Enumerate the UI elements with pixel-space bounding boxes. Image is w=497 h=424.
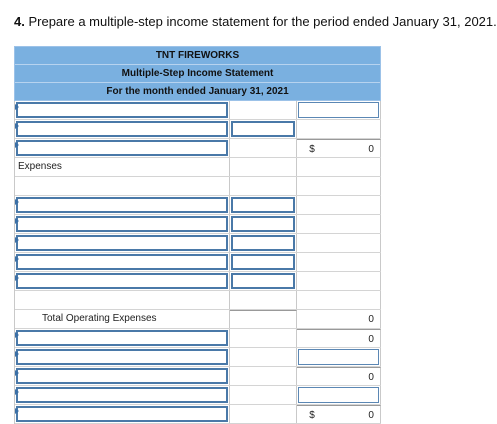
account-select-4[interactable] bbox=[16, 197, 228, 213]
question-number: 4. bbox=[14, 14, 25, 29]
currency-symbol: $ bbox=[309, 410, 315, 421]
account-select-2[interactable] bbox=[16, 121, 228, 137]
dropdown-marker-icon bbox=[15, 408, 19, 414]
dropdown-marker-icon bbox=[15, 142, 19, 148]
table-row bbox=[15, 158, 381, 177]
table-row bbox=[15, 310, 381, 329]
question-text: Prepare a multiple-step income statement for the period ended January 31, 2021. bbox=[28, 14, 497, 29]
amount-input-1[interactable] bbox=[298, 102, 379, 118]
currency-symbol: $ bbox=[309, 144, 315, 155]
table-row bbox=[15, 348, 381, 367]
company-name: TNT FIREWORKS bbox=[15, 47, 380, 65]
amount-input-10[interactable] bbox=[298, 349, 379, 365]
table-row bbox=[15, 329, 381, 348]
table-row bbox=[15, 196, 381, 215]
account-select-9[interactable] bbox=[16, 330, 228, 346]
table-row bbox=[15, 386, 381, 405]
account-select-3[interactable] bbox=[16, 140, 228, 156]
table-row bbox=[15, 367, 381, 386]
table-row bbox=[15, 215, 381, 234]
account-select-11[interactable] bbox=[16, 368, 228, 384]
income-statement-worksheet bbox=[14, 46, 381, 424]
dropdown-marker-icon bbox=[15, 351, 19, 357]
amount-input-6[interactable] bbox=[231, 235, 295, 251]
statement-period: For the month ended January 31, 2021 bbox=[106, 86, 289, 97]
amount-input-2[interactable] bbox=[231, 121, 295, 137]
dropdown-marker-icon bbox=[15, 123, 19, 129]
statement-grid bbox=[14, 101, 381, 424]
dropdown-marker-icon bbox=[15, 218, 19, 224]
amount-input-12[interactable] bbox=[298, 387, 379, 403]
computed-value: 0 bbox=[368, 314, 374, 325]
amount-input-5[interactable] bbox=[231, 216, 295, 232]
table-row bbox=[15, 120, 381, 139]
account-select-12[interactable] bbox=[16, 387, 228, 403]
account-select-10[interactable] bbox=[16, 349, 228, 365]
account-select-1[interactable] bbox=[16, 102, 228, 118]
account-select-6[interactable] bbox=[16, 235, 228, 251]
table-row bbox=[15, 139, 381, 158]
amount-input-4[interactable] bbox=[231, 197, 295, 213]
computed-value: 0 bbox=[368, 334, 374, 345]
table-row bbox=[15, 177, 381, 196]
dropdown-marker-icon bbox=[15, 104, 19, 110]
dropdown-marker-icon bbox=[15, 275, 19, 281]
question-prompt bbox=[14, 14, 497, 29]
dropdown-marker-icon bbox=[15, 256, 19, 262]
account-select-5[interactable] bbox=[16, 216, 228, 232]
account-select-13[interactable] bbox=[16, 406, 228, 422]
section-label-expenses: Expenses bbox=[18, 161, 62, 172]
table-row bbox=[15, 101, 381, 120]
table-row bbox=[15, 291, 381, 310]
account-select-7[interactable] bbox=[16, 254, 228, 270]
statement-title: Multiple-Step Income Statement bbox=[15, 65, 380, 83]
dropdown-marker-icon bbox=[15, 237, 19, 243]
dropdown-marker-icon bbox=[15, 332, 19, 338]
amount-input-7[interactable] bbox=[231, 254, 295, 270]
table-row bbox=[15, 253, 381, 272]
computed-value: 0 bbox=[368, 372, 374, 383]
amount-input-8[interactable] bbox=[231, 273, 295, 289]
dropdown-marker-icon bbox=[15, 389, 19, 395]
computed-value: 0 bbox=[368, 410, 374, 421]
total-operating-expenses-label: Total Operating Expenses bbox=[42, 313, 157, 324]
account-select-8[interactable] bbox=[16, 273, 228, 289]
dropdown-marker-icon bbox=[15, 370, 19, 376]
computed-value: 0 bbox=[368, 144, 374, 155]
dropdown-marker-icon bbox=[15, 199, 19, 205]
table-row bbox=[15, 234, 381, 253]
statement-header bbox=[14, 46, 381, 101]
table-row bbox=[15, 272, 381, 291]
table-row bbox=[15, 405, 381, 424]
